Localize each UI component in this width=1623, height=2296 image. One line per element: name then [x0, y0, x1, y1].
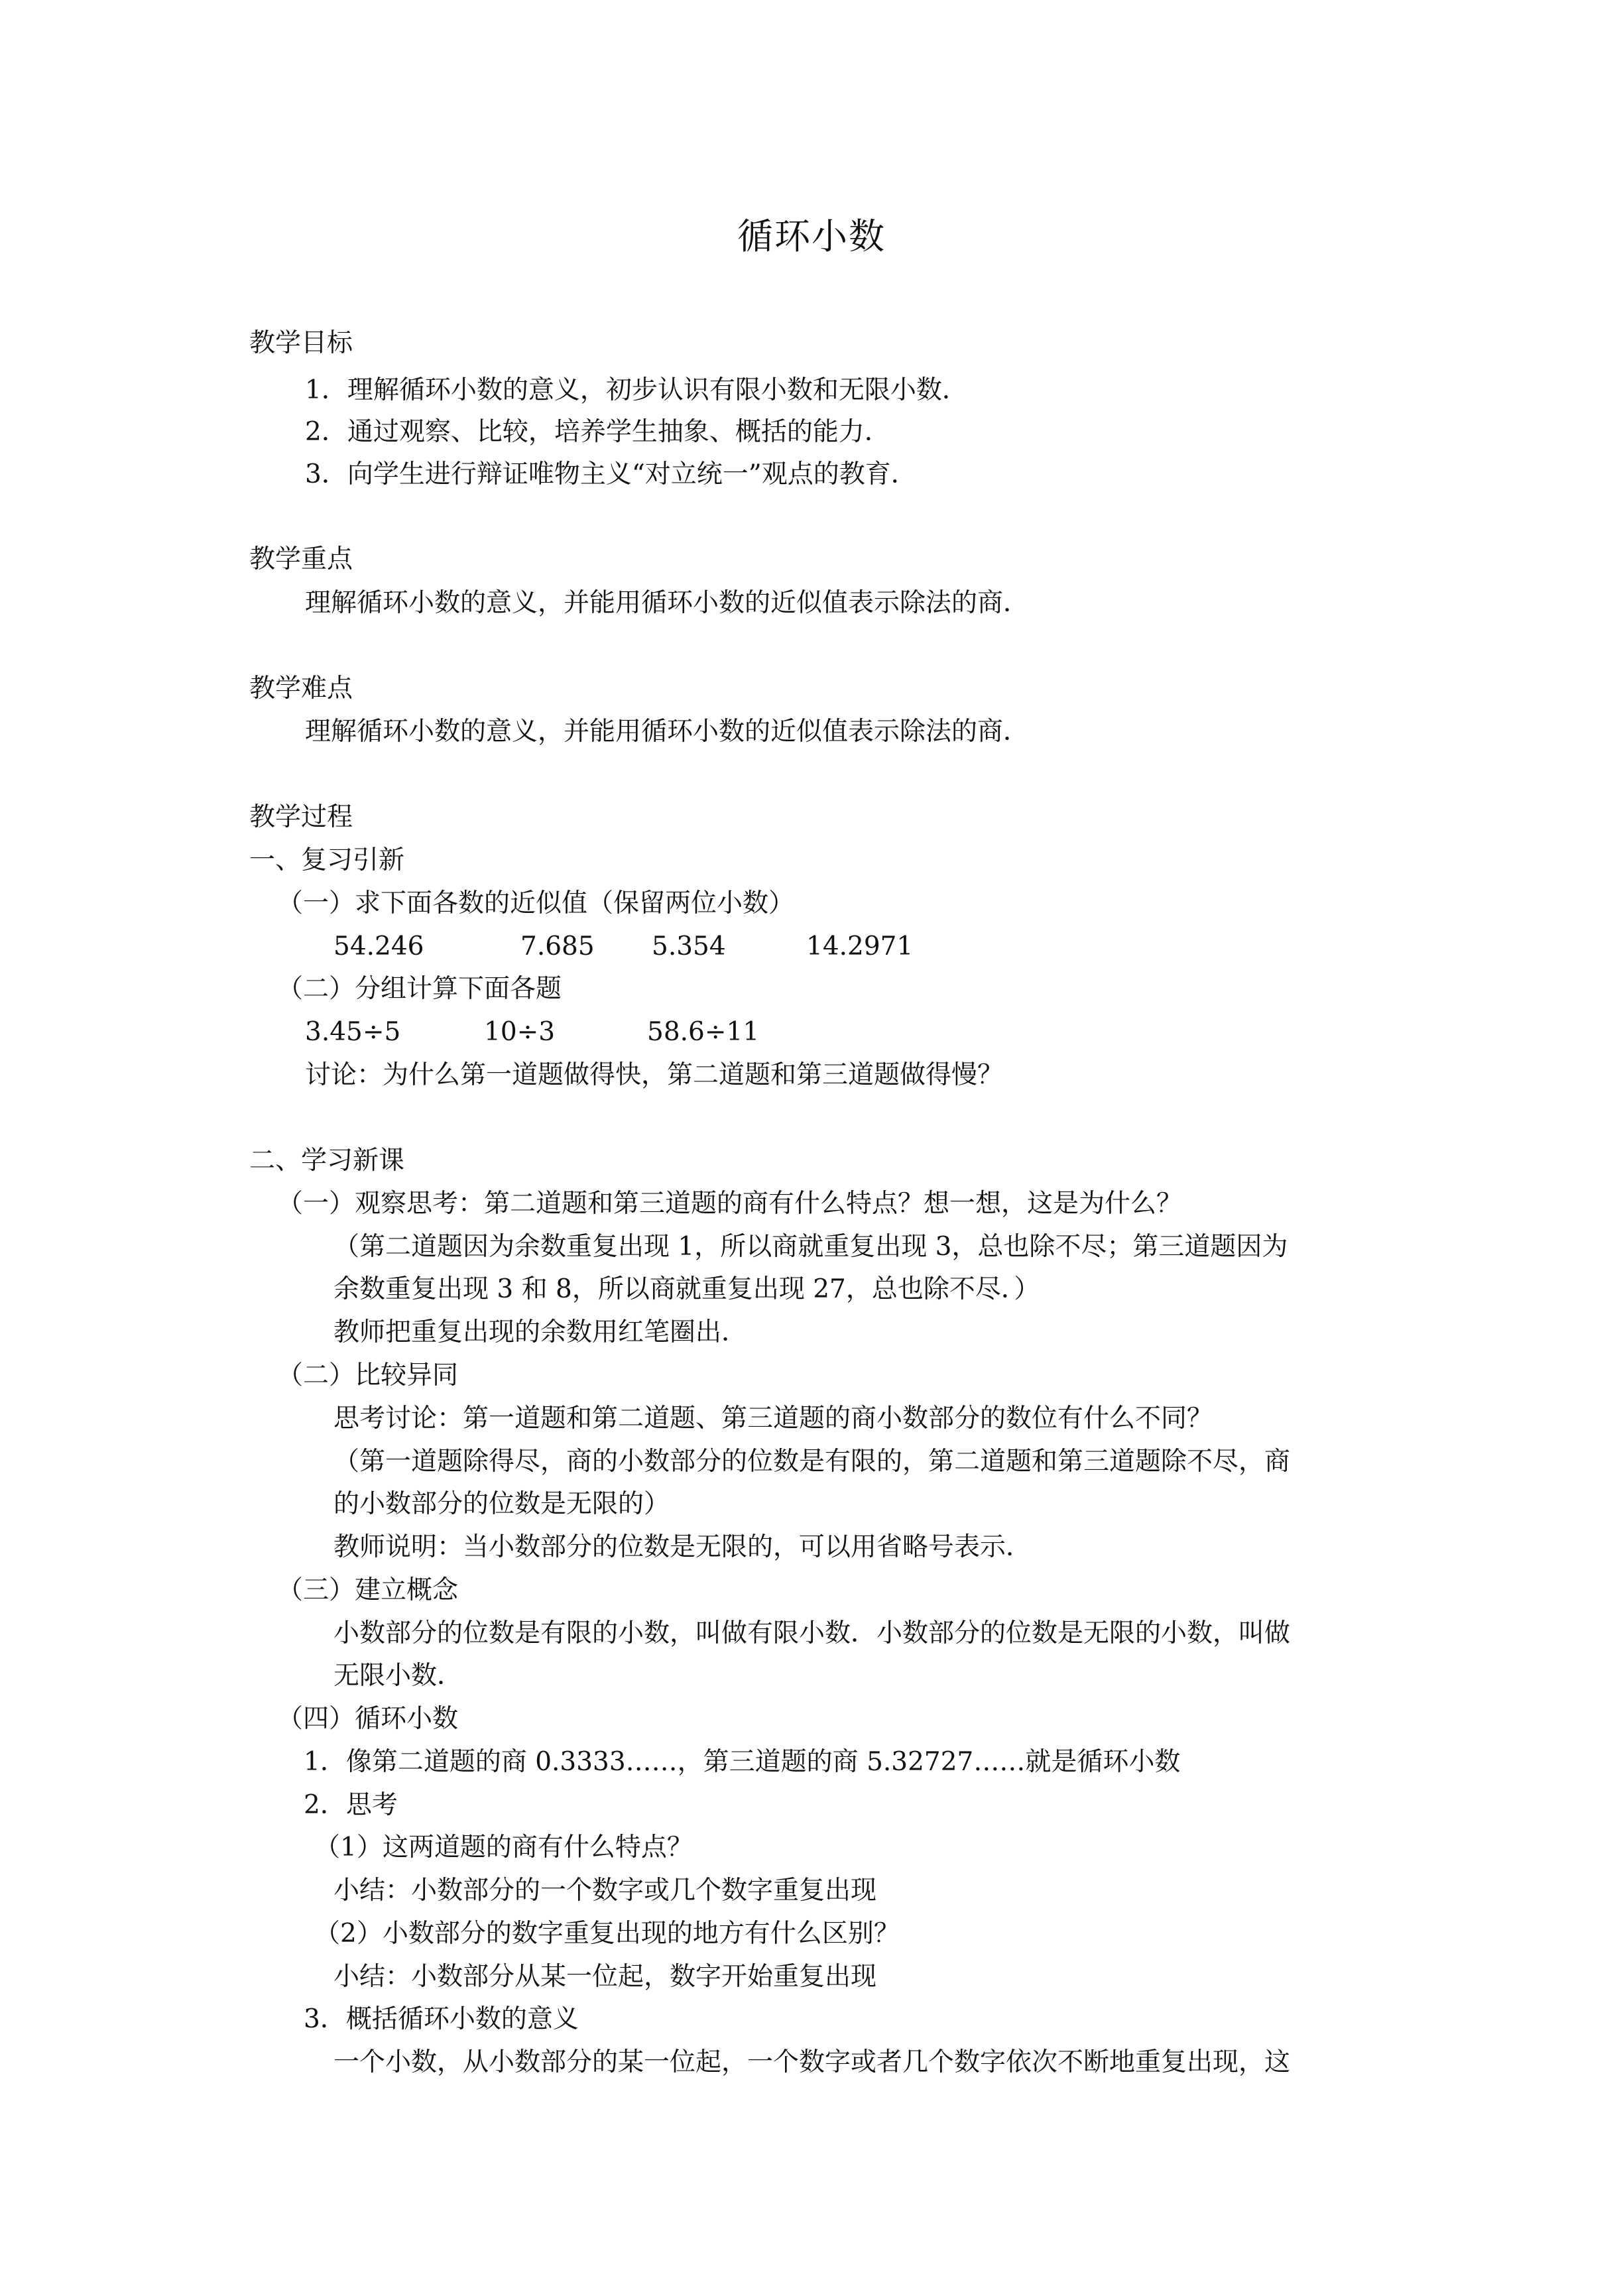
review-discussion: 讨论：为什么第一道题做得快，第二道题和第三道题做得慢？ [305, 1060, 1004, 1090]
key-point-text: 理解循环小数的意义，并能用循环小数的近似值表示除法的商． [305, 588, 1030, 618]
compare-answer: （第一道题除得尽，商的小数部分的位数是有限的，第二道题和第三道题除不尽，商 [333, 1447, 1291, 1477]
compare-question: 思考讨论：第一道题和第二道题、第三道题的商小数部分的数位有什么不同？ [333, 1404, 1213, 1433]
review-part1-label: （一）求下面各数的近似值（保留两位小数） [277, 888, 795, 918]
key-point-heading: 教学重点 [249, 544, 353, 574]
recurring-question: （1）这两道题的商有什么特点？ [314, 1833, 693, 1862]
recurring-definition: 一个小数，从小数部分的某一位起，一个数字或者几个数字依次不断地重复出现，这 [333, 2047, 1291, 2077]
recurring-summary: 小结：小数部分从某一位起，数字开始重复出现 [333, 1962, 877, 1992]
objective-item: 1．理解循环小数的意义，初步认识有限小数和无限小数． [305, 375, 968, 405]
recurring-item: 2．思考 [304, 1790, 398, 1820]
process-heading: 教学过程 [249, 802, 353, 832]
approx-number: 7.685 [520, 932, 595, 961]
approx-number: 54.246 [333, 932, 424, 961]
concept-text: 无限小数． [333, 1661, 463, 1691]
recurring-item: 1．像第二道题的商 0.3333……，第三道题的商 5.32727……就是循环小数 [304, 1747, 1181, 1777]
observe-label: （一）观察思考：第二道题和第三道题的商有什么特点？想一想，这是为什么？ [277, 1189, 1183, 1219]
document-title: 循环小数 [737, 215, 886, 257]
compare-teacher-note: 教师说明：当小数部分的位数是无限的，可以用省略号表示． [333, 1532, 1032, 1562]
difficulty-text: 理解循环小数的意义，并能用循环小数的近似值表示除法的商． [305, 717, 1030, 747]
recurring-summary: 小结：小数部分的一个数字或几个数字重复出现 [333, 1876, 877, 1905]
difficulty-heading: 教学难点 [249, 674, 353, 703]
approx-number: 14.2971 [806, 932, 914, 961]
new-lesson-heading: 二、学习新课 [249, 1146, 405, 1176]
observe-answer: （第二道题因为余数重复出现 1，所以商就重复出现 3，总也除不尽；第三道题因为 [333, 1232, 1288, 1262]
concept-label: （三）建立概念 [277, 1575, 459, 1605]
observe-teacher-note: 教师把重复出现的余数用红笔圈出． [333, 1317, 748, 1347]
objective-item: 3．向学生进行辩证唯物主义“对立统一”观点的教育． [305, 459, 917, 489]
recurring-label: （四）循环小数 [277, 1704, 459, 1734]
approx-number: 5.354 [652, 932, 726, 961]
division-problem: 58.6÷11 [647, 1017, 760, 1047]
compare-label: （二）比较异同 [277, 1360, 459, 1390]
recurring-item: 3．概括循环小数的意义 [304, 2004, 579, 2034]
concept-text: 小数部分的位数是有限的小数，叫做有限小数．小数部分的位数是无限的小数，叫做 [333, 1618, 1291, 1648]
objectives-heading: 教学目标 [249, 328, 353, 358]
compare-answer: 的小数部分的位数是无限的） [333, 1489, 670, 1519]
review-heading: 一、复习引新 [249, 845, 405, 875]
recurring-question: （2）小数部分的数字重复出现的地方有什么区别？ [314, 1919, 900, 1949]
division-problem: 10÷3 [484, 1017, 556, 1047]
observe-answer: 余数重复出现 3 和 8，所以商就重复出现 27，总也除不尽．） [333, 1274, 1040, 1304]
review-part2-label: （二）分组计算下面各题 [277, 974, 562, 1004]
division-problem: 3.45÷5 [305, 1017, 401, 1047]
objective-item: 2．通过观察、比较，培养学生抽象、概括的能力． [305, 417, 890, 447]
